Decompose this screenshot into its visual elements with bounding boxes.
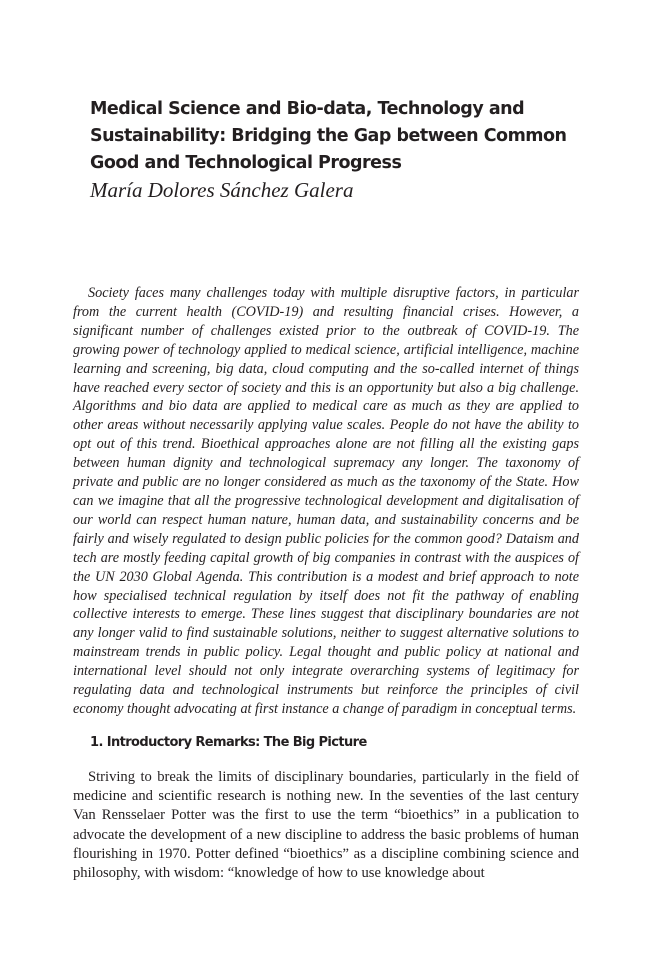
abstract: Society faces many challenges today with multiple disruptive factors, in particular from the current health (COVID-19) and resulting financial crises. However, a significant number of challenges existed prior to the outbreak of COVID-19. The growing power of technology applied to medical science, artificial intelligence, machine learning and screening, big data, cloud computing and the so-called internet of things have reached every sector of society and this is an opportunity but also a big challenge. Algorithms and bio data are applied to medical care as much as they are applied to other areas without necessarily applying value scales. People do not have the ability to opt out of this trend. Bioethical approaches alone are not filling all the existing gaps between human dignity and technological supremacy any longer. The taxonomy of private and public are no longer considered as much as the taxonomy of the State. How can we imagine that all the progressive technological development and digitalisation of our world can respect human nature, human data, and sustainability concerns and be fairly and wisely regulated to design public policies for the common good? Dataism and tech are mostly feeding capital growth of big companies in contrast with the auspices of the UN 2030 Global Agenda. This contribution is a modest and brief approach to note how specialised technical regulation by itself does not fit the pathway of enabling collective interests to emerge. These lines suggest that disciplinary boundaries are not any longer valid to find sustainable solutions, neither to suggest alternative solutions to mainstream trends in public policy. Legal thought and public policy at national and international level should not only integrate overarching systems of legitimacy for regulating data and technological instruments but reinforce the principles of civil economy thought advocating at first instance a change of paradigm in conceptual terms.	[73, 285, 579, 717]
body-paragraph: Striving to break the limits of disciplinary boundaries, particularly in the field of medicine and scientific research is nothing new. In the seventies of the last century Van Rensselaer Potter was the first to use the term “bioethics” in a publication to advocate the development of a new discipline to address the basic problems of human flourishing in 1970. Potter defined “bioethics” as a discipline combining science and philosophy, with wisdom: “knowledge of how to use knowledge about	[73, 769, 579, 882]
article-title: Medical Science and Bio-data, Technology and Sustainability: Bridging the Gap between Common Good and Technological Progress	[90, 99, 567, 173]
title-block	[90, 96, 590, 203]
author-name: María Dolores Sánchez Galera	[90, 178, 354, 202]
section-heading: 1. Introductory Remarks: The Big Picture	[90, 735, 367, 750]
